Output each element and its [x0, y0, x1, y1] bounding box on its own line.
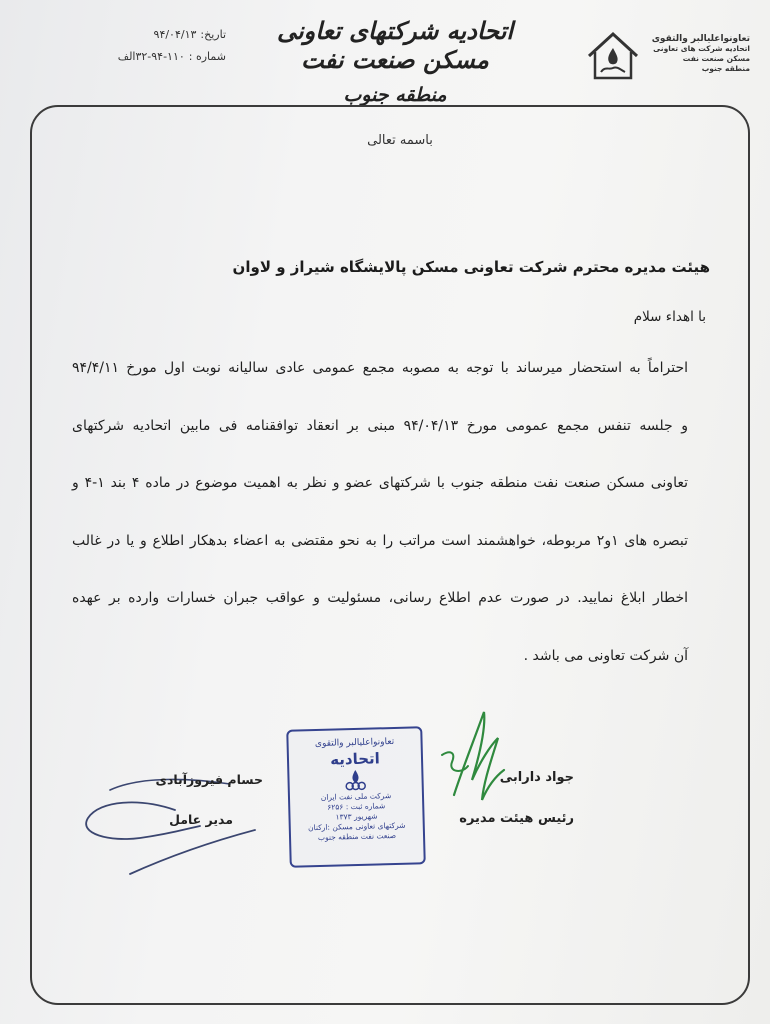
body-line-4: تبصره های ۱و۲ مربوطه، خواهشمند است مراتب را به نحو مقتضی به اعضاء بدهکار اطلاع و یا در غالب [72, 532, 688, 549]
logo-line-3: مسکن صنعت نفت [682, 54, 750, 63]
letterhead-title [255, 16, 535, 106]
ceo-name: حسام فیروزآبادی [155, 772, 263, 787]
number-value: ۳۲-۹۴-۱۱۰الف [117, 50, 185, 63]
date-value: ۹۴/۰۴/۱۳ [153, 28, 197, 41]
date-label: تاریخ: [200, 28, 226, 41]
body-line-1: احتراماً به استحضار میرساند با توجه به مصوبه مجمع عمومی عادی سالیانه نوبت اول مورخ ۹۴/۴/۱۱ [72, 360, 688, 376]
body-line-5: اخطار ابلاغ نمایید. در صورت عدم اطلاع رسانی، مسئولیت و عواقب جبران خسارات وارده بر عهده [72, 590, 688, 606]
oil-company-emblem-icon [342, 768, 369, 793]
stamp-line-1: تعاونواعلیالبر والتقوی [314, 736, 395, 750]
logo-line-2: اتحادیه شرکت های تعاونی [653, 44, 750, 53]
salutation: باسمه تعالی [367, 133, 433, 148]
body-line-2: و جلسه تنفس مجمع عمومی مورخ ۹۴/۰۴/۱۳ مبنی بر انعقاد توافقنامه فی مابین اتحادیه شرکتهای [72, 417, 688, 434]
region-subtitle: منطقه جنوب [343, 84, 447, 106]
logo-line-4: منطقه جنوب [701, 64, 750, 73]
stamp-line-7: صنعت نفت منطقه جنوب [317, 830, 397, 843]
date-number-block [96, 24, 226, 68]
stamp-line-6: شرکتهای تعاونی مسکن :ارکنان [307, 820, 406, 833]
ceo-signature-block [145, 772, 263, 827]
number-label: شماره : [188, 50, 226, 63]
logo-line-1: تعاونواعلیالبر والتقوی [651, 34, 750, 44]
chairman-signature-block [454, 770, 574, 826]
stamp-line-3: شرکت ملی نفت ایران [320, 791, 392, 802]
stamp-line-5: شهریور ۱۳۷۳ [335, 811, 378, 822]
chairman-role: رئیس هیئت مدیره [459, 811, 574, 826]
stamp-line-2: اتحادیه [329, 749, 381, 769]
greeting: با اهداء سلام [633, 309, 706, 325]
organization-logo [585, 28, 750, 88]
letter-body [72, 340, 688, 685]
logo-caption [640, 34, 750, 74]
chairman-name: جواد دارابی [499, 770, 574, 785]
organization-title: اتحادیه شرکتهای تعاونی مسکن صنعت نفت [276, 16, 514, 74]
date-row [96, 24, 226, 46]
stamp-line-4: شماره ثبت : ۶۲۵۶ [327, 801, 386, 812]
number-row [96, 46, 226, 68]
body-line-3: تعاونی مسکن صنعت نفت منطقه جنوب با شرکتهای عضو و نظر به اهمیت موضوع در ماده ۴ بند ۱-۴ و [72, 475, 688, 491]
body-line-6: آن شرکت تعاونی می باشد . [523, 647, 688, 664]
official-stamp [286, 726, 426, 868]
addressee: هیئت مدیره محترم شرکت تعاونی مسکن پالایشگاه شیراز و لاوان [232, 258, 710, 276]
house-flame-emblem-icon [585, 28, 641, 84]
ceo-role: مدیر عامل [169, 812, 233, 827]
